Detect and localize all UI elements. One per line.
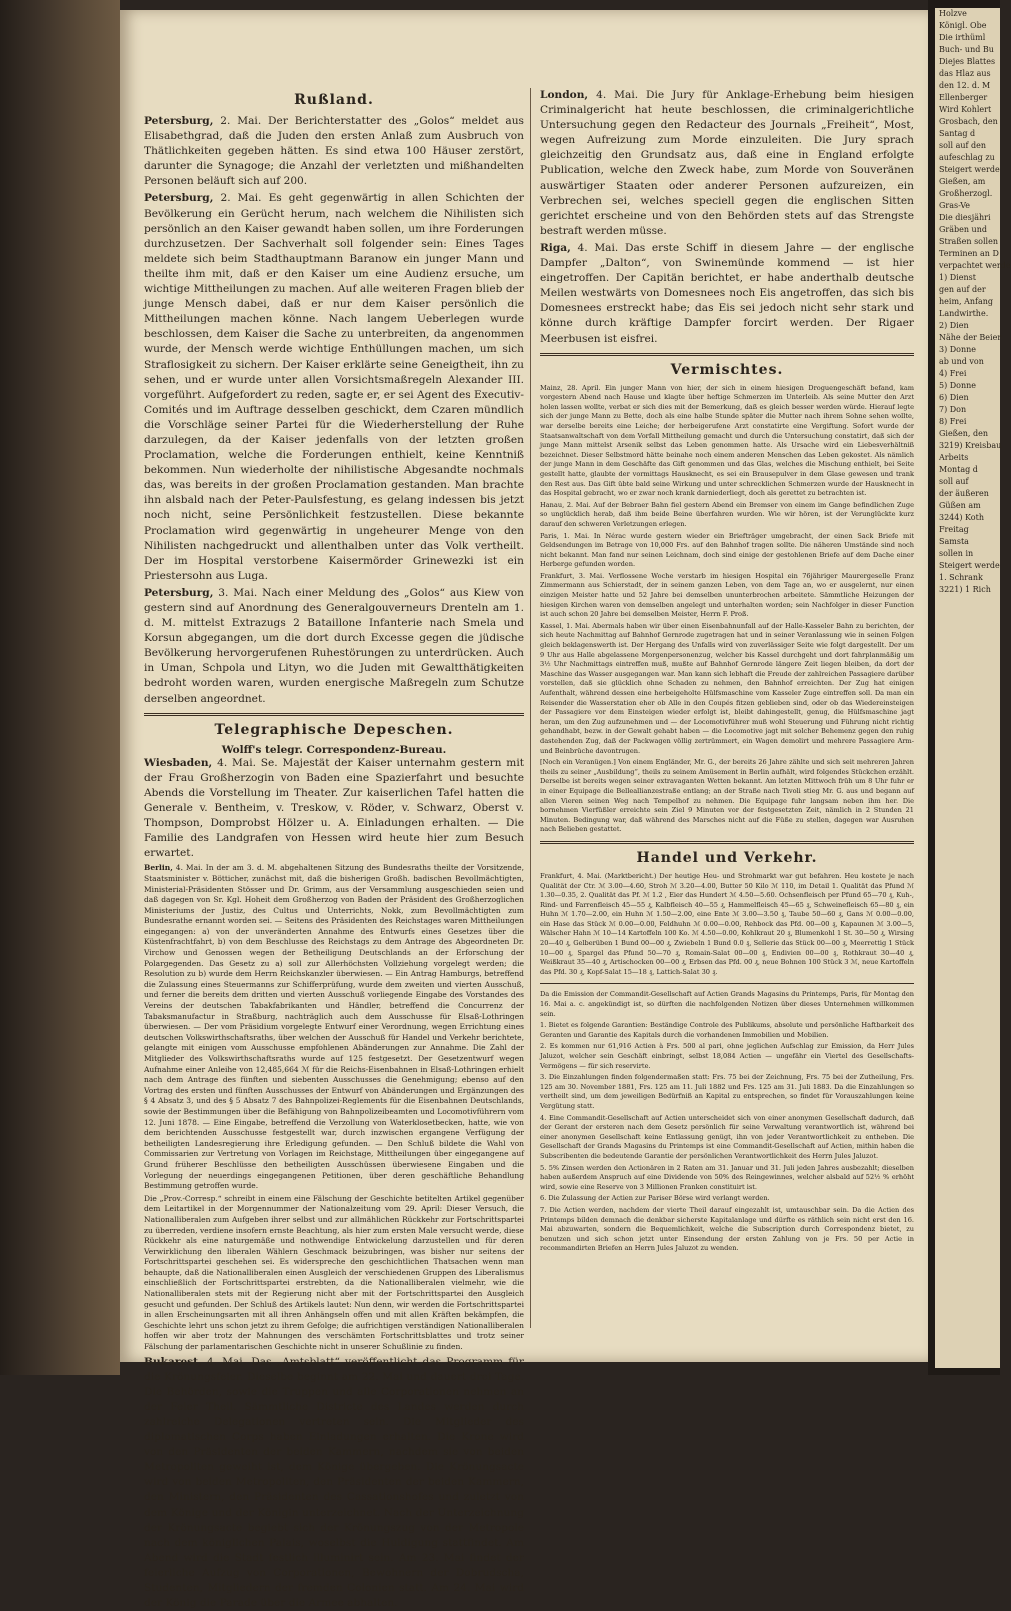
- article-paragraph: 6. Die Zulassung der Actien zur Pariser Börse wird verlangt werden.: [540, 1194, 770, 1203]
- section-heading-handel: Handel und Verkehr.: [636, 849, 818, 866]
- article-paragraph: 1. Bietet es folgende Garantien: Beständige Controle des Publikums, absolute und persönliche Haftbarkeit des Geranten und Garantie des Kapitals durch die vorhandenen Immobilien und Mobilien.: [540, 1021, 914, 1039]
- adjacent-page-lines: Holzve Königl. Obe Die irthüml Buch- und Bu Diejes Blattes das Hlaz aus den 12. d. M Ellenberger Wird Kohlert Grosbach, den Santag d soll auf den aufeschlag zu Steigert werde Gießen, am Großherzogl. Gras-Ve Die diesjähri Gräben und Straßen sollen Terminen an D verpachtet werde 1) Dienst gen auf der heim, Anfang Landwirthe. 2) Dien Nähe der Beier 3) Donne ab und von 4) Frei 5) Donne 6) Dien 7) Don 8) Frei Gießen, den 3219) Kreisbau Arbeits Montag d soll auf der äußeren Güßen am 3244) Koth Freitag Samsta sollen in Steigert werde 1. Schrank 3221) 1 Rich: [939, 9, 1011, 594]
- section-heading-telegraph: Telegraphische Depeschen.: [214, 721, 454, 738]
- newspaper-page: [120, 10, 928, 1610]
- left-column: [144, 88, 524, 1610]
- section-heading-russland: Rußland.: [294, 92, 374, 108]
- article-paragraph: Die „Prov.-Corresp.“ schreibt in einem eine Fälschung der Geschichte betitelten Artikel gegenüber dem Leitartikel in der Morgennummer der Nationalzeitung vom 29. April: Dieser Versuch, die Nationalliberalen zum Aufgeben ihrer selbst und zur allmählichen Rückkehr zur Fortschrittspartei zu überreden, verdiene insofern ernste Beachtung, als hier zum ersten Male versucht werde, diese Rückkehr als eine naturgemäße und nothwendige Entwickelung darzustellen und für deren Verwirklichung den liberalen Wählern Geschmack beizubringen, was bisher nur seitens der Fortschrittspartei geschehen sei. Es widerspreche den geschichtlichen Thatsachen wenn man behaupte, daß die Nationalliberalen einen Ausgleich der verschiedenen Gruppen des Liberalismus einschließlich der Fortschrittspartei erstrebten, da die Nationalliberalen vielmehr, wie die Nationalliberalen stets mit der Regierung nicht aber mit der Fortschrittspartei den Ausgleich gesucht und gefunden. Der Schluß des Artikels lautet: Nun denn, wir werden die Fortschrittspartei in allen Erscheinungsarten mit all ihren Anhängseln offen und mit allen Kräften bekämpfen, die Geschichte lehrt uns schon jetzt zu ihrem Gefolge; die aufrichtigen verständigen Nationalliberalen hoffen wir aber trotz der Mahnungen des verschämten Fortschrittsblattes und trotz seiner Fälschung der parlamentarischen Geschichte nicht in unserer Schußlinie zu finden.: [144, 1193, 524, 1352]
- divider: [540, 983, 914, 984]
- article-paragraph: Riga, 4. Mai. Das erste Schiff in diesem Jahre — der englische Dampfer „Dalton“, von Swinemünde kommend — ist hier eingetroffen. Der Capitän berichtet, er habe anderthalb deutsche Meilen westwärts von Domesnees noch Eis angetroffen, das sich bis Domesnees erstreckt habe; das Eis sei jedoch nicht sehr stark und könne durch kräftige Dampfer forcirt werden. Der Rigaer Meerbusen ist eisfrei.: [540, 241, 914, 345]
- article-paragraph: London, 4. Mai. Die Jury für Anklage-Erhebung beim hiesigen Criminalgericht hat heute beschlossen, die criminalgerichtliche Untersuchung gegen den Redacteur des Journals „Freiheit“, Most, wegen Aufreizung zum Morde einzuleiten. Die Jury sprach gleichzeitig den Grundsatz aus, daß eine in England erfolgte Publication, welche den Zweck habe, zum Morde von Souveränen auswärtiger Staaten oder anderer Personen aufzureizen, ein Verbrechen sei, welches speciell gegen die englischen Sitten gerichtet erscheine und von den Behörden stets auf das Strengste bestraft werden müsse.: [540, 89, 914, 237]
- section-divider: [540, 353, 914, 356]
- article-paragraph: Petersburg, 2. Mai. Der Berichterstatter des „Golos“ meldet aus Elisabethgrad, daß die Juden den ersten Anlaß zum Ausbruch von Thätlichkeiten gegeben hätten. Es sind etwa 100 Häuser zerstört, darunter die Synagoge; die Anzahl der verletzten und mißhandelten Personen beläuft sich auf 200.: [144, 115, 524, 188]
- article-paragraph: Hanau, 2. Mai. Auf der Bebraer Bahn fiel gestern Abend ein Bremser von einem im Gange befindlichen Zuge so unglücklich herab, daß ihm beide Beine überfahren wurden. Wie wir hören, ist der Verunglückte kurz darauf den schweren Verletzungen erlegen.: [540, 500, 914, 528]
- section-subheading: Wolff's telegr. Correspondenz-Bureau.: [221, 743, 447, 756]
- article-paragraph: 3. Die Einzahlungen finden folgendermaßen statt: Frs. 75 bei der Zeichnung, Frs. 75 bei der Zutheilung, Frs. 125 am 30. November 1881, Frs. 125 am 11. Juli 1882 und Frs. 125 am 31. Juli 1883. Da die Einzahlungen so vertheilt sind, um dem jeweiligen Bedürfniß an Kapital zu entsprechen, so findet für Vorauszahlungen keine Vergütung statt.: [540, 1073, 914, 1110]
- article-paragraph: Paris, 1. Mai. In Nérac wurde gestern wieder ein Briefträger umgebracht, der einen Sack Briefe mit Geldsendungen im Betrage von 10,000 Frs. auf den Bahnhof tragen sollte. Die näheren Umstände sind noch nicht bekannt. Man fand nur seinen Leichnam, doch sind einige der gestohlenen Briefe auf dem Dache einer Herberge gefunden worden.: [540, 531, 914, 569]
- column-divider: [530, 88, 531, 1328]
- book-binding: [0, 0, 120, 1375]
- section-divider: [540, 841, 914, 844]
- article-paragraph: Frankfurt, 3. Mai. Verflossene Woche verstarb im hiesigen Hospital ein 76jähriger Maurergeselle Franz Zimmermann aus Schierstadt, der in seinem ganzen Leben, von dem Tage an, wo er ausgelernt, nur einen einzigen Meister hatte und 52 Jahre bei demselben ununterbrochen arbeitete. Sämmtliche Heizungen der hiesigen Kirchen waren von demselben angelegt und unterhalten worden; sein Nachfolger in dieser Function ist auch schon 20 Jahre bei demselben Meister, Herrn F. Proß.: [540, 571, 914, 619]
- article-paragraph: 2. Es kommen nur 61,916 Actien à Frs. 500 al pari, ohne jeglichen Aufschlag zur Emission, da Herr Jules Jaluzot, welcher sein Geschäft einbringt, selbst 18,084 Actien — ungefähr ein Viertel des Gesellschafts-Vermögens — für sich reservirte.: [540, 1042, 914, 1070]
- article-paragraph: Berlin, 4. Mai. In der am 3. d. M. abgehaltenen Sitzung des Bundesraths theilte der Vorsitzende, Staatsminister v. Bötticher, zunächst mit, daß die bisherigen Großh. badischen Bevollmächtigten, Ministerial-Präsidenten Stösser und Dr. Grimm, aus der Versammlung ausgeschieden seien und daß dagegen von Sr. Kgl. Hoheit dem Großherzog von Baden der Präsident des Großherzoglichen Ministeriums der Justiz, des Cultus und Unterrichts, Nokk, zum Bevollmächtigten zum Bundesrathe ernannt worden sei. — Seitens des Präsidenten des Reichstages waren Mittheilungen eingegangen: a) von der unveränderten Annahme des Entwurfs eines Gesetzes über die Küstenfrachtfahrt, b) von dem Beschlusse des Reichstags zu dem Antrage des Abgeordneten Dr. Virchow und Genossen wegen der Betheiligung Deutschlands an der Erforschung der Polargegenden. Das Gesetz zu a) soll zur Allerhöchsten Vollziehung vorgelegt werden; die Resolution zu b) wurde dem Herrn Reichskanzler überwiesen. — Ein Antrag Hamburgs, betreffend die Zulassung eines Steuermanns zur Schifferprüfung, wurde dem zweiten und vierten Ausschuß, und ferner die bereits dem dritten und vierten Ausschuß vorliegende Eingabe des Vorstandes des Vereins der deutschen Tabakfabrikanten und Händler, betreffend die Concurrenz der Tabaksmanufactur in Straßburg, nachträglich auch dem Ausschusse für Elsaß-Lothringen überwiesen. — Der vom Präsidium vorgelegte Entwurf einer Verordnung, wegen Errichtung eines deutschen Volkswirthschaftsraths, über welchen der Ausschuß für Handel und Verkehr berichtete, gelangte mit einigen vom Ausschusse empfohlenen Abänderungen zur Annahme. Die Zahl der Mitglieder des Volkswirthschaftsraths wurde auf 125 festgesetzt. Der Gesetzentwurf wegen Aufnahme einer Anleihe von 12,485,664 ℳ für die Reichs-Eisenbahnen in Elsaß-Lothringen erhielt nach dem Antrage des fünften und siebenten Ausschusses die Genehmigung; ebenso auf den Vortrag des ersten und fünften Ausschusses der Entwurf von Abänderungen und Ergänzungen des § 4 Absatz 3, und des § 5 Absatz 7 des Bahnpolizei-Reglements für die Eisenbahnen Deutschlands, sowie der Bestimmungen über die Befähigung von Bahnpolizeibeamten und Locomotivführern vom 12. Juni 1878. — Eine Eingabe, betreffend die Verzollung von Waterklosetbecken, hatte, wie von dem berichtenden Ausschusse festgestellt war, durch inzwischen ergangene Verfügung der betheiligten Landesregierung ihre Erledigung gefunden. — Den Schluß bildete die Wahl von Commissarien zur Vertretung von Vorlagen im Reichstage, Mittheilungen über eingegangene auf Grund früherer Beschlüsse den betheiligten Ausschüssen überwiesene Eingaben und die Vorlegung der neuerdings eingegangenen Petitionen, über deren geschäftliche Behandlung Bestimmung getroffen wurde.: [144, 863, 524, 1191]
- article-paragraph: 5. 5% Zinsen werden den Actionären in 2 Raten am 31. Januar und 31. Juli jeden Jahres ausbezahlt; dieselben haben außerdem Anspruch auf eine Dividende von 50% des Reingewinnes, welcher alsbald auf 52½ % erhöht wird, sowie eine Reserve von 3 Millionen Franken constituirt ist.: [540, 1163, 914, 1191]
- section-divider: [144, 713, 524, 716]
- article-paragraph: Bukarest, 4. Mai. Das „Amtsblatt“ veröffentlicht das Programm für die Krönungsfeier. Dieselbe beginnt am 22. Mai und dauert drei Tage. Die Behörden, sowie die Truppen und alle Corporationen nehmen an der Feier Theil. Sämmtliche Districte des Landes werden durch zahlreiche Delegationen vertreten sein. Die Mitglieder des diplomatischen Corps haben Einladungen erhalten. Die Krone wird von den Präsidenten der beiden Kammern, nachdem sie von beiden Metropoliten geweiht ist, dem Könige übergeben. Die Krönungsacte wird von beiden Metropoliten, den Präsidenten der beiden Kammern, den Ministern, den Präsidenten des Cassationshofes und zuletzt von dem Könige und der Königin unterzeichnet. Nach der Unterzeichnung der Krönungsacte begiebt sich der Krönungszug von der Metropole nach dem königlichen Palais, woselbst die Huldigung stattfindet. Am Abend wird die Stadt festlich illuminirt sein. Am 23. Mai findet der feierliche Aufzug von Corporationen, Bewohnern der Dobrudscha, Studenten, Mitgliedern der fremden Colonien statt. Am 24. Mai wird der König die Parade über die Armee abhalten.: [144, 1355, 524, 1610]
- article-paragraph: Wiesbaden, 4. Mai. Se. Majestät der Kaiser unternahm gestern mit der Frau Großherzogin von Baden eine Spazierfahrt und besuchte Abends die Vorstellung im Theater. Zur kaiserlichen Tafel hatten die Generale v. Bentheim, v. Treskow, v. Röder, v. Schwarz, Oberst v. Thompson, Domprobst Hölzer u. A. Einladungen erhalten. — Die Familie des Landgrafen von Hessen wird heute hier zum Besuch erwartet.: [144, 756, 524, 860]
- article-paragraph: Kassel, 1. Mai. Abermals haben wir über einen Eisenbahnunfall auf der Halle-Kasseler Bahn zu berichten, der sich heute Nachmittag auf Bahnhof Gernrode zugetragen hat und in seiner Veranlassung wie in seinen Folgen gleich beklagenswerth ist. Der Hergang des Unfalls wird von zuverlässiger Seite wie folgt dargestellt. Der um 9 Uhr aus Halle abgelassene Morgenpersonenzug, welcher bis Kassel durchgeht und dort fahrplanmäßig um 3½ Uhr Nachmittags eintreffen muß, mußte auf Bahnhof Gernrode längere Zeit liegen bleiben, da dort der Maschine das Wasser ausgegangen war. Man kann sich lebhaft die Freude der zahlreichen Passagiere darüber vorstellen, daß sie glücklich ohne Schaden zu nehmen, den Bahnhof erreichten. Der Zug hat einigen Aufenthalt, während dessen eine herbeigeholte Hülfsmaschine vom Kasseler Zuge eintreffen soll. Da man ein Reisender die Wasserstation eher ob Alle in den Coupés fitzen geblieben sind, oder ob das Wiedereinsteigen der Passagiere vor dem Einsteigen wieder erfolgt ist, bleibt dahingestellt, genug, die Hülfsmaschine jagt heran, um den Zug aufzunehmen und — der Locomotivführer muß wohl Steuerung und Führung nicht richtig gehandhabt, bezw. in der Gewalt gehabt haben — die Locomotive jagt mit solcher Behemenz gegen den ruhig dastehenden Zug, daß der Packwagen völlig zertrümmert, ein Wagen demolirt und mehrere Passagiere Arm- und Beinbrüche davontrugen.: [540, 621, 914, 755]
- article-paragraph: 7. Die Actien werden, nachdem der vierte Theil darauf eingezahlt ist, umtauschbar sein. Da die Actien des Printemps bilden demnach die denkbar sicherste Kapitalanlage und dürfte es räthlich sein nicht erst den 16. Mai abzuwarten, sondern die Bequemlichkeit, welche die Subscription durch Correspondenz bietet, zu benutzen und sich schon jetzt unter Einsendung der ersten Zahlung von je Frs. 50 per Actie in recommandirten Briefen an Herrn Jules Jaluzot zu wenden.: [540, 1205, 914, 1253]
- section-heading-vermischtes: Vermischtes.: [670, 361, 784, 378]
- article-paragraph: Da die Emission der Commandit-Gesellschaft auf Actien Grands Magasins du Printemps, Paris, für Montag den 16. Mai a. c. angekündigt ist, so dürften die nachfolgenden Notizen über dieses Unternehmen willkommen sein.: [540, 990, 914, 1018]
- article-paragraph: Mainz, 28. April. Ein junger Mann von hier, der sich in einem hiesigen Droguengeschäft befand, kam vorgestern Abend nach Hause und klagte über heftige Schmerzen im Unterleib. Als seine Mutter den Arzt holen lassen wollte, verbat er sich dies mit der Bemerkung, daß es gleich besser werden würde. Hierauf legte sich der junge Mann zu Bette, doch als eine halbe Stunde später die Mutter nach ihrem Sohne sehen wollte, war derselbe bereits eine Leiche; der herbeigerufene Arzt constatirte eine Vergiftung. Sofort wurde der Staatsanwaltschaft von dem Vorfall Mittheilung gemacht und durch die Untersuchung constatirt, daß sich der junge Mann mittelst Arsenik selbst das Leben genommen hatte. Als Ursache wird ein Liebesverhältniß bezeichnet. Dieser Selbstmord hätte beinahe noch einem anderen Menschen das Leben gekostet. Als nämlich der junge Mann in dem Geschäfte das Gift genommen und das Glas, welches die Mischung enthielt, bei Seite gestellt hatte, glaubte der vormittags Hausknecht, es sei ein Brausepulver in dem Glase gewesen und trank den Rest aus. Das Gift übte bald seine Wirkung und unter schrecklichen Schmerzen wurde der Hausknecht in das Hospital gebracht, wo er zwar noch krank darniederliegt, doch als gerettet zu betrachten ist.: [540, 383, 914, 498]
- article-paragraph: Petersburg, 2. Mai. Es geht gegenwärtig in allen Schichten der Bevölkerung ein Gerücht herum, nach welchem die Nihilisten sich persönlich an den Kaiser gewandt haben sollen, um ihre Forderungen durchzusetzen. Der Sachverhalt soll folgender sein: Eines Tages meldete sich beim Stadthauptmann Baranow ein junger Mann und theilte ihm mit, daß er den Kaiser um eine Audienz ersuche, um wichtige Mittheilungen zu machen. Auf alle weiteren Fragen blieb der junge Mensch dabei, daß er nur dem Kaiser persönlich die Mittheilungen machen könne. Nach langem Ueberlegen wurde beschlossen, dem Kaiser die Sache zu unterbreiten, da angenommen wurde, der Mensch werde wichtige Enthüllungen machen, um sich Straflosigkeit zu sichern. Der Kaiser erklärte seine Geneigtheit, ihn zu sehen, und er wurde unter allen Vorsichtsmaßregeln Alexander III. vorgeführt. Aufgefordert zu reden, sagte er, er sei Agent des Executiv-Comités und im Auftrage desselben geschickt, dem Czaren mündlich die Vorschläge seiner Partei für die Wiederherstellung der Ruhe darzulegen, da der Kaiser jedenfalls von der letzten großen Proclamation, welche die Forderungen enthielt, keine Kenntniß bekommen. Nun wiederholte der nihilistische Abgesandte nochmals das, was bereits in der großen Proclamation gestanden. Man brachte ihn alsbald nach der Peter-Paulsfestung, es gelang indessen bis jetzt noch nicht, seine Persönlichkeit festzustellen. Diese bekannte Proclamation wird gegenwärtig in ungeheurer Menge von den Nihilisten nachgedruckt und allenthalben unter das Volk vertheilt. Der im Hospital verstorbene Kaisermörder Grinewezki ist ein Priestersohn aus Luga.: [144, 192, 524, 582]
- article-paragraph: [Noch ein Veranügen.] Von einem Engländer, Mr. G., der bereits 26 Jahre zählte und sich seit mehreren Jahren theils zu seiner „Ausbildung“, theils zu seinem Amüsement in Berlin aufhält, wird folgendes Stückchen erzählt. Derselbe ist bereits wegen seiner extravaganten Wetten bekannt. Am letzten Mittwoch früh um 8 Uhr fuhr er in einer Equipage die Belleallianzestraße entlang; an der Straße nach Tivoli stieg Mr. G. aus und begann auf allen Vieren seinen Weg nach Tempelhof zu nehmen. Die Equipage fuhr langsam neben ihm her. Die bornehmen Vierfüßler erreichte sein Ziel 9 Minuten vor der festgesetzten Zeit, nämlich in 2 Stunden 21 Minuten. Bedingung war, daß während des Marsches nicht auf die Füße zu stellen, dagegen war Ausruhen nach Belieben gestattet.: [540, 758, 914, 834]
- article-paragraph: 4. Eine Commandit-Gesellschaft auf Actien unterscheidet sich von einer anonymen Gesellschaft dadurch, daß der Gerant der ersteren nach dem Gesetz persönlich für seine Verwaltung verantwortlich ist, während bei einer anonymen Gesellschaft keine Entlassung genügt, ihn von jeder Verantwortlichkeit zu entheben. Die Gesellschaft der Grands Magasins du Printemps ist eine Commandit-Gesellschaft auf Actien, mithin haben die Subscribenten die bedeutende Garantie der persönlichen Verantwortlichkeit des Herrn Jules Jaluzot.: [540, 1113, 914, 1160]
- right-column: [540, 88, 914, 1338]
- adjacent-page-edge: [935, 8, 1011, 1368]
- article-paragraph: Petersburg, 3. Mai. Nach einer Meldung des „Golos“ aus Kiew von gestern sind auf Anordnung des Generalgouverneurs Drenteln am 1. d. M. mittelst Extrazugs 2 Bataillone Infanterie nach Smela und Korsun abgegangen, um die dort durch Excesse gegen die jüdische Bevölkerung hervorgerufenen Ruhestörungen zu unterdrücken. Auch in Uman, Schpola und Lityn, wo die Juden mit Gewaltthätigkeiten bedroht worden waren, wurden energische Maßregeln zum Schutze derselben angeordnet.: [144, 586, 524, 705]
- market-report: Frankfurt, 4. Mai. (Marktbericht.) Der heutige Heu- und Strohmarkt war gut befahren. Heu kostete je nach Qualität der Ctr. ℳ 3.00—4.60, Stroh ℳ 3.20—4.00, Butter 50 Kilo ℳ 110, im Detail 1. Qualität das Pfund ℳ 1.30—0.35, 2. Qualität das Pf. ℳ 1.2 , Eier das Hundert ℳ 4.50—5.60. Ochsenfleisch per Pfund 65—70 ₰, Kuh-, Rind- und Farrenfleisch 45—55 ₰, Kalbfleisch 40—55 ₰, Hammelfleisch 45—65 ₰, Schweinefleisch 65—80 ₰, ein Huhn ℳ 1.70—2.00, ein Huhn ℳ 1.50—2.00, eine Ente ℳ 3.00—3.50 ₰, Taube 50—60 ₰, Gans ℳ 0.00—0.00, ein Hase das Stück ℳ 0.00—0.00, Feldhuhn ℳ 0.00—0.00, Rehbock das Pfd. 00—00 ₰, Kapaunen ℳ 3.00—5, Wälscher Hahn ℳ 10—14 Kartoffeln 100 Ko. ℳ 4.50—0.00, Kohlkraut 20 ₰, Blumenkohl 1 St. 30—50 ₰, Wirsing 20—40 ₰, Gelberüben 1 Bund 00—00 ₰, Zwiebeln 1 Bund 0.0 ₰, Sellerie das Stück 00—00 ₰, Meerrettig 1 Stück 10—00 ₰, Spargel das Pfund 50—70 ₰, Romain-Salat 00—00 ₰, Endivien 00—00 ₰, Rothkraut 30—40 ₰, Weißkraut 35—40 ₰, Artischocken 00—00 ₰, Erbsen das Pfd. 00 ₰, neue Bohnen 100 Stück 3 ℳ, neue Kartoffeln das Pfd. 30 ₰, Kopf-Salat 15—18 ₰, Lattich-Salat 30 ₰.: [540, 871, 914, 976]
